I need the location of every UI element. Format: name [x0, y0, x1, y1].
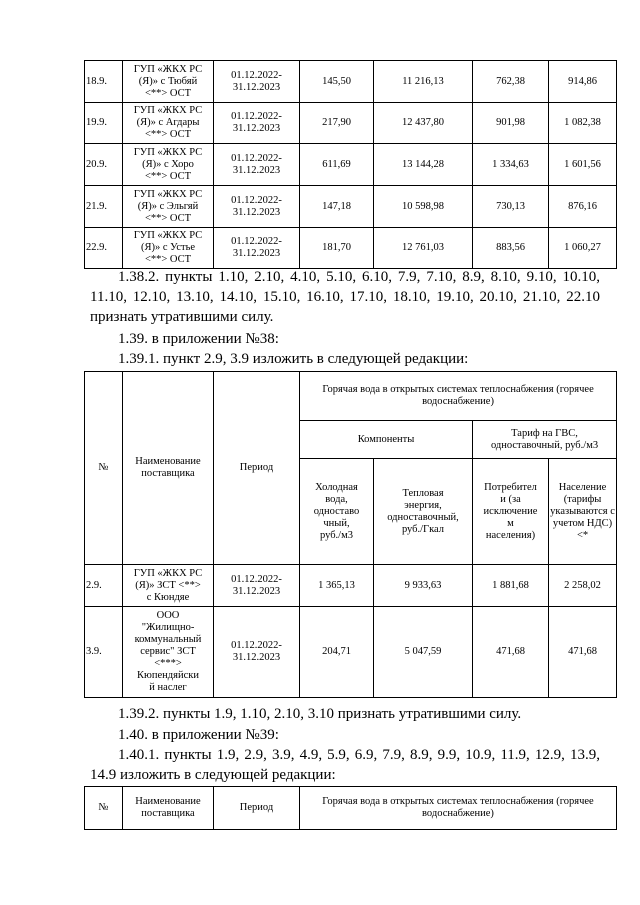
supplier-name: ГУП «ЖКХ РС (Я)» с Устье <**> ОСТ	[123, 228, 214, 269]
tariff-table-3	[84, 786, 617, 830]
value-population: 1 060,27	[549, 228, 617, 269]
header-tariff: Тариф на ГВС, одноставочный, руб./м3	[473, 421, 617, 459]
value-cold-water: 181,70	[300, 228, 374, 269]
value-consumers: 901,98	[473, 103, 549, 144]
row-number: 21.9.	[85, 186, 123, 228]
tariff-table-1	[84, 60, 617, 269]
row-number: 2.9.	[85, 565, 123, 607]
value-consumers: 883,56	[473, 228, 549, 269]
t3-header-num: №	[85, 787, 123, 830]
header-hot-water: Горячая вода в открытых системах теплоснабжения (горячее водоснабжение)	[300, 372, 617, 421]
period: 01.12.2022- 31.12.2023	[214, 61, 300, 103]
table-row	[85, 565, 617, 607]
table-row	[85, 186, 617, 228]
supplier-name: ГУП «ЖКХ РС (Я)» с Эльгяй <**> ОСТ	[123, 186, 214, 228]
paragraph-1-40: 1.40. в приложении №39:	[118, 727, 279, 743]
value-cold-water: 147,18	[300, 186, 374, 228]
value-heat-energy: 12 437,80	[374, 103, 473, 144]
value-population: 1 601,56	[549, 144, 617, 186]
period: 01.12.2022- 31.12.2023	[214, 186, 300, 228]
row-number: 18.9.	[85, 61, 123, 103]
period: 01.12.2022- 31.12.2023	[214, 228, 300, 269]
supplier-name: ГУП «ЖКХ РС (Я)» с Тюбяй <**> ОСТ	[123, 61, 214, 103]
paragraph-1-40-1-line1: 1.40.1. пункты 1.9, 2.9, 3.9, 4.9, 5.9, 6.9, 7.9, 8.9, 9.9, 10.9, 11.9, 12.9, 13.9,	[118, 747, 600, 763]
value-heat-energy: 10 598,98	[374, 186, 473, 228]
table-row	[85, 61, 617, 103]
paragraph-1-38-2-line1: 1.38.2. пункты 1.10, 2.10, 4.10, 5.10, 6.10, 7.9, 7.10, 8.9, 8.10, 9.10, 10.10,	[118, 269, 600, 285]
paragraph-1-38-2-line2: 11.10, 12.10, 13.10, 14.10, 15.10, 16.10, 17.10, 18.10, 19.10, 20.10, 21.10, 22.10	[90, 289, 600, 305]
supplier-name: ГУП «ЖКХ РС (Я)» ЗСТ <**> с Кюндяе	[123, 565, 214, 607]
period: 01.12.2022- 31.12.2023	[214, 103, 300, 144]
value-heat-energy: 13 144,28	[374, 144, 473, 186]
supplier-name: ООО "Жилищно- коммунальный сервис" ЗСТ <***> Кюпендяйски й наслег	[123, 607, 214, 698]
period: 01.12.2022- 31.12.2023	[214, 607, 300, 698]
value-heat-energy: 5 047,59	[374, 607, 473, 698]
value-cold-water: 217,90	[300, 103, 374, 144]
value-population: 914,86	[549, 61, 617, 103]
paragraph-1-39-1: 1.39.1. пункт 2.9, 3.9 изложить в следующей редакции:	[118, 351, 469, 367]
paragraph-1-40-1-line2: 14.9 изложить в следующей редакции:	[90, 767, 336, 783]
row-number: 22.9.	[85, 228, 123, 269]
table-row	[85, 103, 617, 144]
paragraph-1-39-2: 1.39.2. пункты 1.9, 1.10, 2.10, 3.10 признать утратившими силу.	[118, 706, 522, 722]
value-population: 1 082,38	[549, 103, 617, 144]
value-heat-energy: 11 216,13	[374, 61, 473, 103]
table-row	[85, 607, 617, 698]
tariff-table-1-body	[85, 61, 617, 269]
value-cold-water: 145,50	[300, 61, 374, 103]
header-components: Компоненты	[300, 421, 473, 459]
paragraph-1-38-2-line3: признать утратившими силу.	[90, 309, 274, 325]
row-number: 19.9.	[85, 103, 123, 144]
header-population: Население (тарифы указываются с учетом НДС) <*	[549, 459, 617, 565]
header-heat-energy: Тепловая энергия, одноставочный, руб./Гкал	[374, 459, 473, 565]
value-heat-energy: 9 933,63	[374, 565, 473, 607]
value-population: 2 258,02	[549, 565, 617, 607]
value-consumers: 730,13	[473, 186, 549, 228]
tariff-table-2-body	[85, 565, 617, 698]
period: 01.12.2022- 31.12.2023	[214, 565, 300, 607]
value-consumers: 1 334,63	[473, 144, 549, 186]
value-cold-water: 611,69	[300, 144, 374, 186]
t3-header-period: Период	[214, 787, 300, 830]
value-cold-water: 1 365,13	[300, 565, 374, 607]
header-period: Период	[214, 372, 300, 565]
value-consumers: 1 881,68	[473, 565, 549, 607]
header-cold-water: Холодная вода, одноставо чный, руб./м3	[300, 459, 374, 565]
tariff-table-2	[84, 371, 617, 698]
header-supplier: Наименование поставщика	[123, 372, 214, 565]
value-heat-energy: 12 761,03	[374, 228, 473, 269]
value-population: 471,68	[549, 607, 617, 698]
supplier-name: ГУП «ЖКХ РС (Я)» с Хоро <**> ОСТ	[123, 144, 214, 186]
supplier-name: ГУП «ЖКХ РС (Я)» с Агдары <**> ОСТ	[123, 103, 214, 144]
period: 01.12.2022- 31.12.2023	[214, 144, 300, 186]
value-consumers: 762,38	[473, 61, 549, 103]
table-row	[85, 228, 617, 269]
header-num: №	[85, 372, 123, 565]
paragraph-1-39: 1.39. в приложении №38:	[118, 331, 279, 347]
row-number: 20.9.	[85, 144, 123, 186]
value-cold-water: 204,71	[300, 607, 374, 698]
value-population: 876,16	[549, 186, 617, 228]
row-number: 3.9.	[85, 607, 123, 698]
header-consumers: Потребител и (за исключение м населения)	[473, 459, 549, 565]
value-consumers: 471,68	[473, 607, 549, 698]
t3-header-hot-water: Горячая вода в открытых системах теплоснабжения (горячее водоснабжение)	[300, 787, 617, 830]
table-row	[85, 144, 617, 186]
t3-header-supplier: Наименование поставщика	[123, 787, 214, 830]
